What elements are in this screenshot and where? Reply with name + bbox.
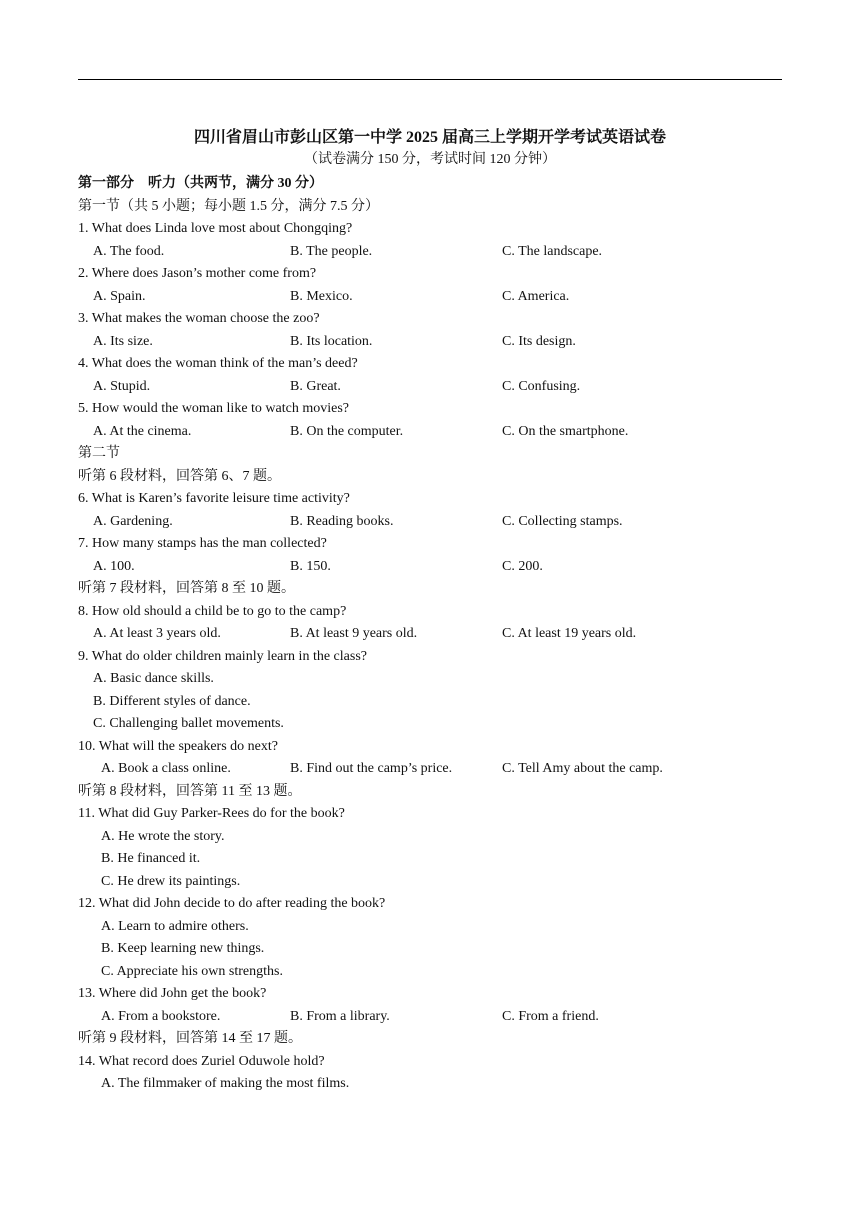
question-stem: 2. Where does Jason’s mother come from? [78, 266, 317, 281]
answer-option-c: C. 200. [502, 558, 543, 574]
answer-option-a: A. Gardening. [93, 513, 173, 529]
question-stem: 9. What do older children mainly learn in the class? [78, 648, 367, 664]
answer-options-row [78, 511, 798, 534]
section-instruction: 听第 6 段材料，回答第 6、7 题。 [78, 468, 281, 484]
exam-content [78, 173, 798, 1096]
answer-option-b: B. From a library. [290, 1008, 390, 1024]
answer-options-row [78, 331, 798, 354]
answer-option: A. The filmmaker of making the most films. [101, 1076, 350, 1091]
answer-option-a: A. Spain. [93, 288, 146, 304]
answer-option-a: A. Its size. [93, 333, 153, 349]
answer-option-a: A. 100. [93, 558, 135, 574]
answer-options-row [78, 241, 798, 264]
answer-options-row [78, 376, 798, 399]
answer-option-b: B. Its location. [290, 333, 373, 349]
answer-option: B. He financed it. [101, 851, 201, 866]
answer-options-row [78, 556, 798, 579]
answer-options-row [78, 623, 798, 646]
question-stem: 10. What will the speakers do next? [78, 738, 278, 754]
question-stem: 12. What did John decide to do after reading the book? [78, 896, 386, 911]
question-stem: 13. Where did John get the book? [78, 986, 267, 1001]
answer-option-a: A. Stupid. [93, 378, 151, 394]
section-heading: 第一部分 听力（共两节，满分 30 分） [78, 176, 323, 191]
answer-options-row [78, 1006, 798, 1029]
answer-option: A. He wrote the story. [101, 828, 225, 844]
answer-option: A. Basic dance skills. [93, 671, 214, 686]
answer-option-a: A. At least 3 years old. [93, 626, 221, 641]
answer-option-c: C. Its design. [502, 333, 576, 349]
answer-option-a: A. At the cinema. [93, 423, 192, 439]
answer-option-b: B. At least 9 years old. [290, 626, 418, 641]
exam-title: 四川省眉山市彭山区第一中学 2025 届高三上学期开学考试英语试卷 [193, 129, 666, 146]
section-instruction: 听第 8 段材料，回答第 11 至 13 题。 [78, 783, 302, 799]
answer-option-a: A. Book a class online. [101, 761, 231, 776]
answer-option-b: B. Find out the camp’s price. [290, 761, 453, 776]
question-stem: 1. What does Linda love most about Chongqing? [78, 221, 353, 236]
answer-option-c: C. Tell Amy about the camp. [502, 761, 663, 776]
question-stem: 4. What does the woman think of the man’s deed? [78, 356, 358, 371]
answer-option-b: B. 150. [290, 558, 331, 574]
answer-option-b: B. Mexico. [290, 288, 353, 304]
question-stem: 5. How would the woman like to watch movies? [78, 401, 350, 416]
question-stem: 11. What did Guy Parker-Rees do for the book? [78, 806, 345, 821]
answer-option-b: B. On the computer. [290, 423, 404, 439]
answer-option-c: C. On the smartphone. [502, 423, 629, 439]
answer-option: C. He drew its paintings. [101, 873, 241, 889]
exam-subtitle: （试卷满分 150 分，考试时间 120 分钟） [304, 152, 556, 167]
section-instruction: 听第 9 段材料，回答第 14 至 17 题。 [78, 1031, 302, 1046]
question-stem: 8. How old should a child be to go to the camp? [78, 603, 347, 619]
answer-option-a: A. The food. [93, 243, 165, 259]
answer-option-b: B. Reading books. [290, 513, 394, 529]
answer-options-row [78, 421, 798, 444]
answer-option-c: C. Collecting stamps. [502, 513, 623, 529]
answer-option: B. Different styles of dance. [93, 693, 251, 709]
answer-options-row [78, 758, 798, 781]
answer-option: C. Challenging ballet movements. [93, 716, 284, 731]
answer-option: A. Learn to admire others. [101, 918, 249, 934]
section-instruction: 听第 7 段材料，回答第 8 至 10 题。 [78, 581, 295, 596]
section-instruction: 第二节 [78, 446, 120, 461]
section-instruction: 第一节（共 5 小题；每小题 1.5 分，满分 7.5 分） [78, 198, 379, 214]
question-stem: 14. What record does Zuriel Oduwole hold? [78, 1053, 325, 1069]
answer-option-b: B. The people. [290, 243, 373, 259]
answer-option-c: C. Confusing. [502, 378, 581, 394]
answer-options-row [78, 286, 798, 309]
question-stem: 6. What is Karen’s favorite leisure time activity? [78, 491, 350, 506]
answer-option-c: C. At least 19 years old. [502, 626, 637, 641]
answer-option-a: A. From a bookstore. [101, 1008, 221, 1024]
question-stem: 7. How many stamps has the man collected? [78, 536, 327, 551]
top-rule [78, 79, 782, 80]
answer-option-c: C. The landscape. [502, 243, 603, 259]
answer-option-b: B. Great. [290, 378, 341, 394]
answer-option-c: C. From a friend. [502, 1008, 599, 1024]
answer-option: C. Appreciate his own strengths. [101, 963, 283, 979]
question-stem: 3. What makes the woman choose the zoo? [78, 311, 320, 326]
answer-option: B. Keep learning new things. [101, 941, 265, 956]
answer-option-c: C. America. [502, 288, 570, 304]
